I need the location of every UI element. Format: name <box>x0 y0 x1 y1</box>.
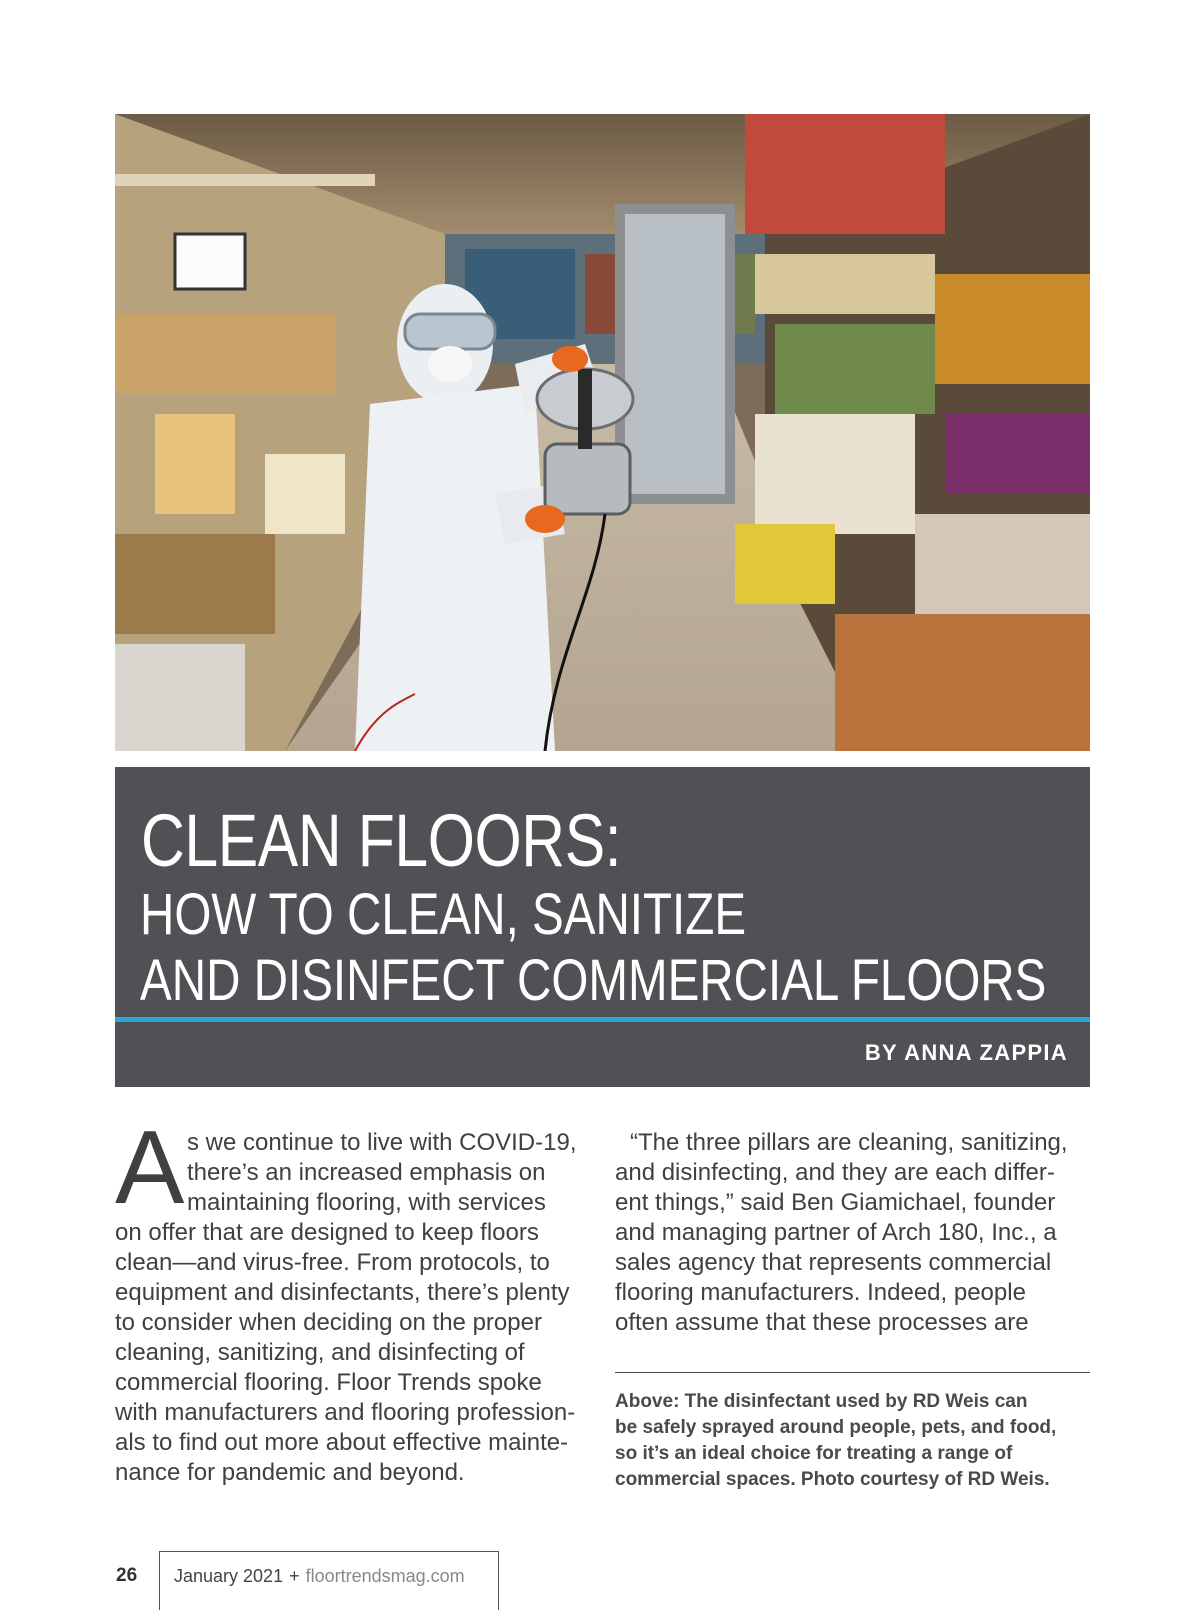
body-line: there’s an increased emphasis on <box>187 1159 546 1186</box>
caption-line: be safely sprayed around people, pets, and food, <box>615 1417 1057 1438</box>
title-block <box>115 767 1090 1087</box>
caption-line: commercial spaces. Photo courtesy of RD Weis. <box>615 1469 1050 1490</box>
website-link[interactable]: floortrendsmag.com <box>305 1566 465 1586</box>
caption-line: Above: The disinfectant used by RD Weis can <box>615 1391 1028 1412</box>
footer-separator: + <box>289 1566 300 1586</box>
caption-line: so it’s an ideal choice for treating a range of <box>615 1443 1013 1464</box>
body-line: with manufacturers and flooring profession- <box>115 1399 576 1426</box>
body-line: clean—and virus-free. From protocols, to <box>115 1249 550 1276</box>
body-line: commercial flooring. Floor Trends spoke <box>115 1369 542 1396</box>
grocery-aisle-illustration <box>115 114 1090 751</box>
body-line: equipment and disinfectants, there’s plenty <box>115 1279 570 1306</box>
subtitle-line-1: HOW TO CLEAN, SANITIZE <box>140 882 747 947</box>
body-line: often assume that these processes are <box>615 1309 1029 1336</box>
hero-photo <box>115 114 1090 751</box>
body-column-left <box>115 1128 595 1488</box>
body-line: flooring manufacturers. Indeed, people <box>615 1279 1026 1306</box>
body-column-right <box>615 1128 1090 1338</box>
accent-rule <box>115 1017 1090 1022</box>
body-line: to consider when deciding on the proper <box>115 1309 542 1336</box>
body-line: maintaining flooring, with services <box>187 1189 546 1216</box>
caption-rule <box>615 1372 1090 1373</box>
article-title: CLEAN FLOORS: <box>141 799 622 882</box>
body-line: sales agency that represents commercial <box>615 1249 1052 1276</box>
article-subtitle <box>140 882 1046 1014</box>
body-line: nance for pandemic and beyond. <box>115 1459 465 1486</box>
body-line: on offer that are designed to keep floors <box>115 1219 539 1246</box>
body-line: ent things,” said Ben Giamichael, founder <box>615 1189 1056 1216</box>
body-line: als to find out more about effective mainte- <box>115 1429 569 1456</box>
footer-box <box>159 1551 499 1610</box>
body-line: cleaning, sanitizing, and disinfecting of <box>115 1339 525 1366</box>
issue-date: January 2021 <box>174 1566 284 1586</box>
byline: BY ANNA ZAPPIA <box>864 1040 1068 1065</box>
drop-cap: A <box>115 1110 185 1226</box>
page-number: 26 <box>116 1565 138 1586</box>
body-line: s we continue to live with COVID-19, <box>187 1129 577 1156</box>
body-line: and managing partner of Arch 180, Inc., a <box>615 1219 1057 1246</box>
body-line: “The three pillars are cleaning, sanitizing, <box>630 1129 1068 1156</box>
footer-text <box>174 1566 465 1587</box>
photo-caption <box>615 1389 1090 1493</box>
subtitle-line-2: AND DISINFECT COMMERCIAL FLOORS <box>140 948 1047 1013</box>
body-line: and disinfecting, and they are each differ- <box>615 1159 1055 1186</box>
